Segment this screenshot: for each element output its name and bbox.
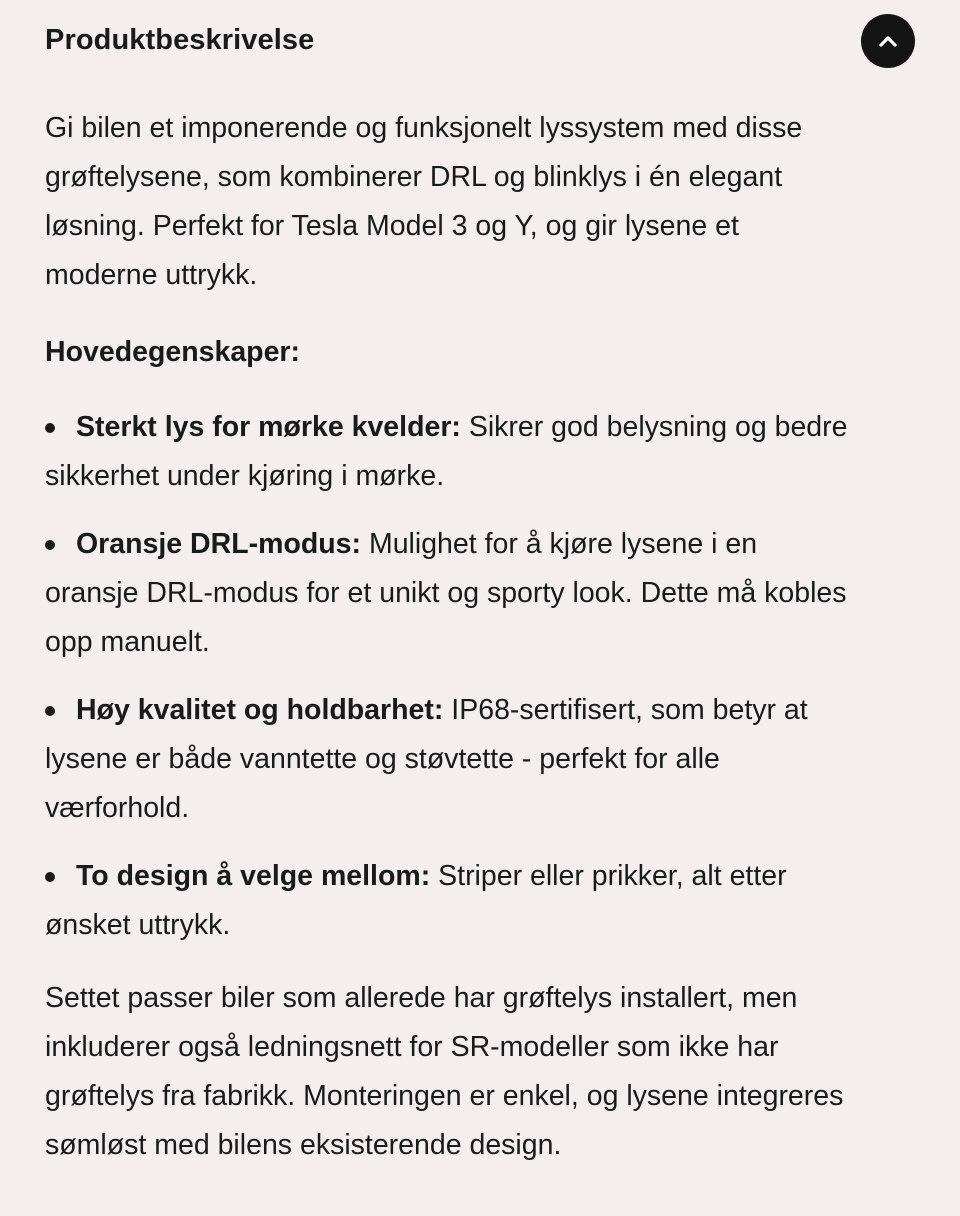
list-item	[45, 686, 850, 833]
description-outro: Settet passer biler som allerede har grøftelys installert, men inkluderer også ledningsnett for SR-modeller som ikke har grøftelys fra fabrikk. Monteringen er enkel, og lysene integreres sømløst med bilens eksisterende design.	[45, 982, 844, 1161]
chevron-up-icon	[878, 34, 898, 48]
feature-list	[45, 403, 850, 950]
feature-title: Oransje DRL-modus:	[76, 528, 362, 560]
features-heading: Hovedegenskaper:	[45, 336, 301, 368]
feature-title: Høy kvalitet og holdbarhet:	[76, 694, 444, 726]
accordion-header[interactable]	[45, 0, 850, 82]
list-item	[45, 520, 850, 667]
list-item	[45, 403, 850, 501]
description-intro: Gi bilen et imponerende og funksjonelt lyssystem med disse grøftelysene, som kombinerer DRL og blinklys i én elegant løsning. Perfekt for Tesla Model 3 og Y, og gir lysene et moderne uttrykk.	[45, 112, 803, 291]
feature-title: To design å velge mellom:	[76, 860, 431, 892]
feature-text: Sikrer god belysning og bedre sikkerhet under kjøring i mørke.	[45, 411, 848, 492]
description-content	[45, 104, 850, 1170]
feature-title: Sterkt lys for mørke kvelder:	[76, 411, 461, 443]
feature-text: IP68-sertifisert, som betyr at lysene er både vanntette og støvtette - perfekt for alle værforhold.	[45, 694, 808, 824]
accordion-title: Produktbeskrivelse	[45, 23, 315, 56]
collapse-button[interactable]	[861, 14, 915, 68]
feature-text: Striper eller prikker, alt etter ønsket uttrykk.	[45, 860, 787, 941]
list-item	[45, 852, 850, 950]
feature-text: Mulighet for å kjøre lysene i en oransje DRL-modus for et unikt og sporty look. Dette må kobles opp manuelt.	[45, 528, 847, 658]
